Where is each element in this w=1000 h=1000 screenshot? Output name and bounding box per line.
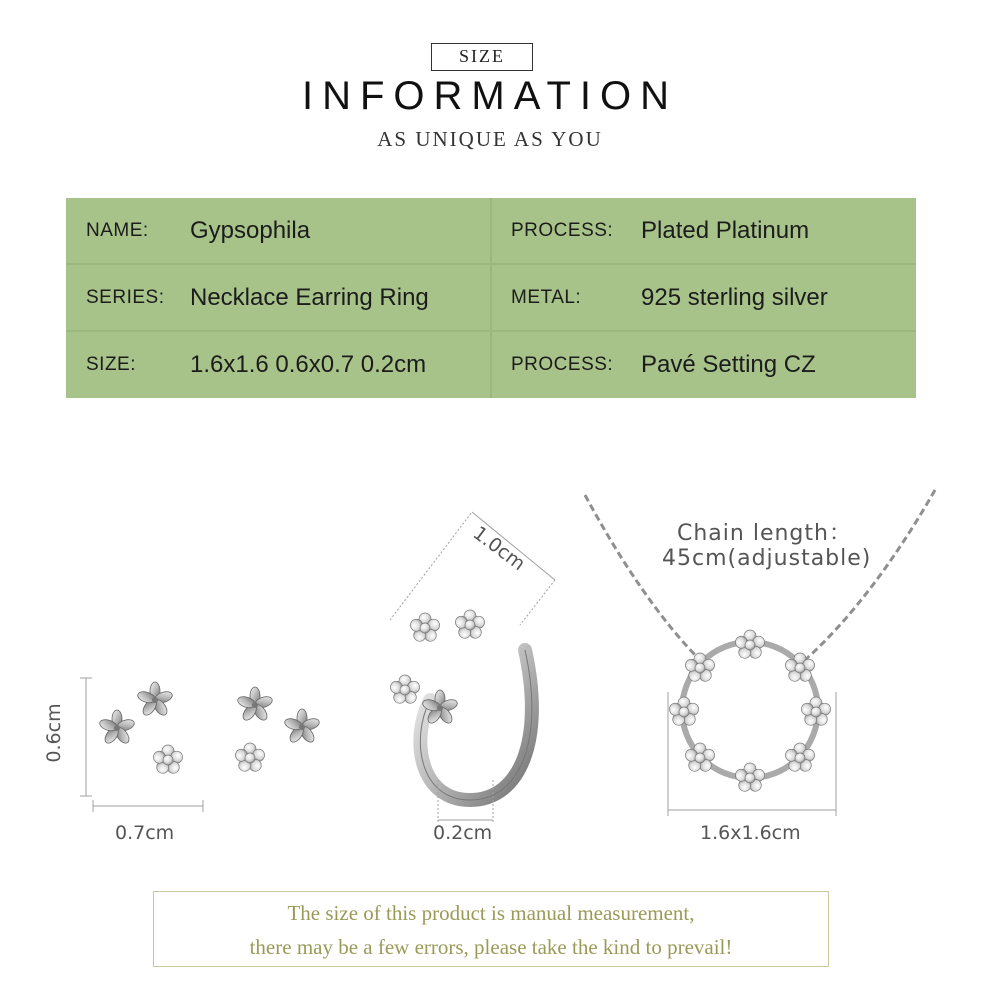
chain-length-label: Chain length：	[677, 521, 852, 546]
process-value: Plated Platinum	[641, 216, 810, 244]
pendant-size-label: 1.6x1.6cm	[700, 822, 801, 844]
note-line-1: The size of this product is manual measurement,	[287, 901, 695, 925]
earring-left	[98, 682, 184, 776]
series-label: SERIES:	[86, 286, 165, 308]
necklace-pendant	[668, 630, 832, 794]
metal-value: 925 sterling silver	[641, 283, 828, 311]
name-label: NAME:	[86, 219, 149, 241]
ring	[389, 610, 532, 800]
page-subtitle: AS UNIQUE AS YOU	[377, 127, 603, 151]
measurement-note	[153, 891, 829, 967]
earring-width-label: 0.7cm	[115, 822, 175, 844]
chain-length-value: 45cm(adjustable)	[662, 546, 872, 571]
earring-height-label: 0.6cm	[43, 703, 65, 763]
ring-band-label: 0.2cm	[433, 822, 493, 844]
size-label: SIZE:	[86, 354, 137, 375]
size-value: 1.6x1.6 0.6x0.7 0.2cm	[190, 351, 427, 378]
process-label: PROCESS:	[511, 219, 614, 241]
setting-label: PROCESS:	[511, 354, 614, 375]
series-value: Necklace Earring Ring	[190, 283, 429, 311]
note-line-2: there may be a few errors, please take the kind to prevail!	[249, 935, 733, 959]
metal-label: METAL:	[511, 286, 582, 308]
size-badge: SIZE	[431, 43, 533, 71]
earring-right	[234, 687, 321, 774]
ring-diameter-label: 1.0cm	[468, 522, 530, 576]
page-title: INFORMATION	[301, 74, 678, 118]
setting-value: Pavé Setting CZ	[641, 351, 816, 378]
name-value: Gypsophila	[190, 216, 311, 244]
